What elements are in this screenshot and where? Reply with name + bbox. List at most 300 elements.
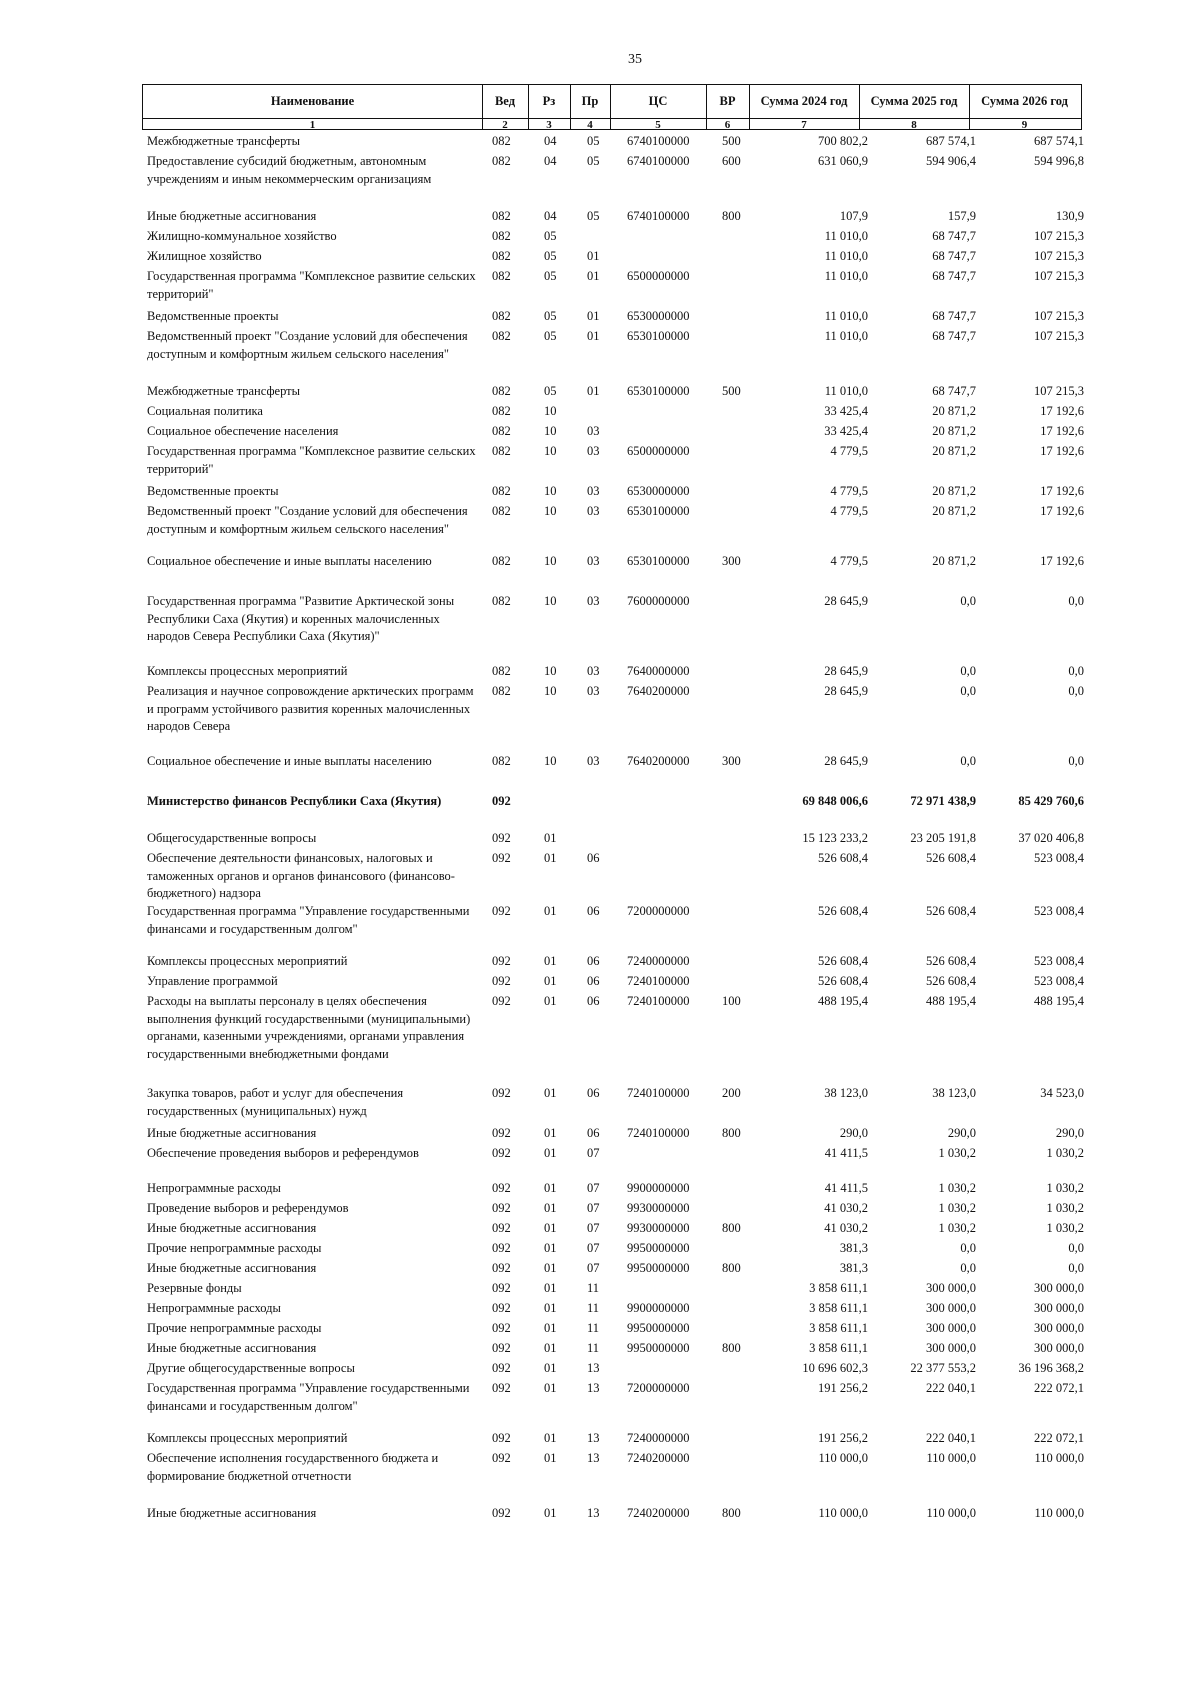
row-ved: 082 [492, 329, 511, 343]
row-sum-2024: 15 123 233,2 [802, 831, 868, 845]
row-sum-2026: 1 030,2 [1046, 1201, 1084, 1215]
header-vr: ВР [719, 94, 736, 108]
row-sum-2026: 110 000,0 [1034, 1506, 1084, 1520]
row-name: Жилищно-коммунальное хозяйство [147, 229, 337, 243]
row-sum-2026: 523 008,4 [1034, 974, 1084, 988]
row-ved: 082 [492, 504, 511, 518]
row-pr: 13 [587, 1431, 600, 1445]
row-sum-2026: 107 215,3 [1034, 384, 1084, 398]
row-ved: 092 [492, 1201, 511, 1215]
row-rz: 01 [544, 1281, 557, 1295]
row-name: Государственная программа "Управление государственными финансами и государственным долгом" [147, 904, 470, 936]
row-rz: 01 [544, 1241, 557, 1255]
row-sum-2024: 526 608,4 [818, 974, 868, 988]
row-sum-2025: 68 747,7 [932, 329, 976, 343]
row-name: Ведомственные проекты [147, 309, 279, 323]
row-ved: 092 [492, 1221, 511, 1235]
row-cs: 9950000000 [627, 1321, 690, 1335]
row-sum-2024: 11 010,0 [824, 384, 868, 398]
row-name: Прочие непрограммные расходы [147, 1241, 322, 1255]
row-rz: 01 [544, 1146, 557, 1160]
row-cs: 6530100000 [627, 504, 690, 518]
row-rz: 01 [544, 1181, 557, 1195]
row-pr: 06 [587, 851, 600, 865]
header-name: Наименование [270, 94, 355, 108]
row-sum-2024: 526 608,4 [818, 904, 868, 918]
row-vr: 500 [722, 134, 741, 148]
header-num-5: 5 [655, 119, 661, 131]
row-cs: 6500000000 [627, 444, 690, 458]
row-cs: 6740100000 [627, 134, 690, 148]
row-sum-2024: 33 425,4 [824, 424, 868, 438]
row-ved: 082 [492, 249, 511, 263]
row-rz: 01 [544, 1321, 557, 1335]
row-cs: 7200000000 [627, 904, 690, 918]
row-pr: 01 [587, 329, 600, 343]
row-sum-2026: 0,0 [1068, 594, 1084, 608]
row-ved: 092 [492, 794, 511, 808]
row-sum-2024: 38 123,0 [824, 1086, 868, 1100]
row-rz: 05 [544, 229, 557, 243]
row-name: Комплексы процессных мероприятий [147, 954, 348, 968]
row-ved: 092 [492, 831, 511, 845]
row-name: Жилищное хозяйство [147, 249, 262, 263]
row-sum-2025: 68 747,7 [932, 384, 976, 398]
page-number: 35 [628, 52, 642, 67]
row-sum-2024: 191 256,2 [818, 1431, 868, 1445]
row-ved: 092 [492, 1261, 511, 1275]
row-sum-2025: 20 871,2 [932, 424, 976, 438]
row-name: Обеспечение исполнения государственного бюджета и формирование бюджетной отчетности [147, 1451, 439, 1483]
row-sum-2024: 11 010,0 [824, 329, 868, 343]
row-ved: 092 [492, 1451, 511, 1465]
row-ved: 082 [492, 754, 511, 768]
row-sum-2025: 0,0 [960, 664, 976, 678]
row-name: Ведомственный проект "Создание условий для обеспечения доступным и комфортным жильем сельского населения" [147, 504, 468, 536]
row-sum-2025: 300 000,0 [926, 1341, 976, 1355]
row-ved: 082 [492, 154, 511, 168]
row-ved: 082 [492, 384, 511, 398]
row-ved: 082 [492, 229, 511, 243]
row-sum-2025: 0,0 [960, 1241, 976, 1255]
row-name: Иные бюджетные ассигнования [147, 209, 317, 223]
row-pr: 13 [587, 1506, 600, 1520]
row-ved: 092 [492, 851, 511, 865]
header-num-9: 9 [1021, 119, 1028, 131]
row-ved: 082 [492, 404, 511, 418]
row-sum-2024: 700 802,2 [818, 134, 868, 148]
row-cs: 7240000000 [627, 954, 690, 968]
row-sum-2026: 523 008,4 [1034, 904, 1084, 918]
row-pr: 06 [587, 904, 600, 918]
row-name: Ведомственный проект "Создание условий для обеспечения доступным и комфортным жильем сельского населения" [147, 329, 468, 361]
row-sum-2024: 3 858 611,1 [809, 1281, 868, 1295]
row-sum-2025: 23 205 191,8 [910, 831, 976, 845]
row-rz: 01 [544, 1381, 557, 1395]
row-pr: 13 [587, 1361, 600, 1375]
row-name: Расходы на выплаты персоналу в целях обеспечения выполнения функций государственными (муниципальными) органами, казенными учреждениями, органами управления государственными внебюджетными фондами [147, 994, 471, 1061]
row-sum-2024: 110 000,0 [818, 1451, 868, 1465]
row-rz: 01 [544, 1261, 557, 1275]
row-pr: 05 [587, 154, 600, 168]
row-sum-2026: 222 072,1 [1034, 1381, 1084, 1395]
row-sum-2025: 20 871,2 [932, 554, 976, 568]
row-sum-2025: 300 000,0 [926, 1301, 976, 1315]
header-rz: Рз [542, 94, 556, 108]
row-vr: 800 [722, 209, 741, 223]
row-sum-2026: 34 523,0 [1040, 1086, 1084, 1100]
row-sum-2026: 17 192,6 [1040, 504, 1084, 518]
row-ved: 082 [492, 134, 511, 148]
row-ved: 082 [492, 209, 511, 223]
row-sum-2026: 107 215,3 [1034, 249, 1084, 263]
row-sum-2025: 20 871,2 [932, 404, 976, 418]
row-name: Непрограммные расходы [147, 1301, 281, 1315]
row-vr: 300 [722, 754, 741, 768]
row-sum-2025: 1 030,2 [938, 1201, 976, 1215]
row-sum-2024: 381,3 [839, 1261, 868, 1275]
header-ved: Вед [494, 94, 516, 108]
row-sum-2024: 4 779,5 [830, 504, 868, 518]
header-sum-2024: Сумма 2024 год [760, 94, 848, 108]
row-name: Государственная программа "Развитие Арктической зоны Республики Саха (Якутия) и коренных малочисленных народов Севера Республики Саха (Якутия)" [147, 594, 455, 643]
row-rz: 10 [544, 554, 557, 568]
row-sum-2024: 4 779,5 [830, 484, 868, 498]
row-cs: 9950000000 [627, 1341, 690, 1355]
row-sum-2026: 523 008,4 [1034, 954, 1084, 968]
row-rz: 10 [544, 664, 557, 678]
row-name: Обеспечение деятельности финансовых, налоговых и таможенных органов и органов финансового (финансово-бюджетного) надзора [147, 851, 455, 900]
row-sum-2025: 22 377 553,2 [910, 1361, 976, 1375]
row-sum-2024: 4 779,5 [830, 554, 868, 568]
row-name: Государственная программа "Комплексное развитие сельских территорий" [147, 269, 476, 301]
row-pr: 06 [587, 974, 600, 988]
row-sum-2024: 107,9 [839, 209, 868, 223]
row-pr: 11 [587, 1281, 600, 1295]
row-ved: 092 [492, 904, 511, 918]
row-pr: 03 [587, 754, 600, 768]
row-sum-2024: 28 645,9 [824, 754, 868, 768]
row-ved: 082 [492, 269, 511, 283]
row-sum-2025: 594 906,4 [926, 154, 976, 168]
row-ved: 082 [492, 664, 511, 678]
row-pr: 03 [587, 504, 600, 518]
row-sum-2024: 526 608,4 [818, 851, 868, 865]
row-rz: 10 [544, 594, 557, 608]
row-name: Комплексы процессных мероприятий [147, 1431, 348, 1445]
row-sum-2025: 300 000,0 [926, 1281, 976, 1295]
row-cs: 7240000000 [627, 1431, 690, 1445]
row-cs: 7240200000 [627, 1506, 690, 1520]
row-sum-2024: 11 010,0 [824, 269, 868, 283]
row-ved: 092 [492, 1181, 511, 1195]
row-rz: 10 [544, 424, 557, 438]
row-name: Социальное обеспечение и иные выплаты населению [147, 754, 432, 768]
row-cs: 6500000000 [627, 269, 690, 283]
row-rz: 10 [544, 754, 557, 768]
row-sum-2026: 300 000,0 [1034, 1301, 1084, 1315]
row-pr: 01 [587, 384, 600, 398]
row-sum-2025: 20 871,2 [932, 444, 976, 458]
row-rz: 01 [544, 1221, 557, 1235]
row-sum-2025: 110 000,0 [926, 1506, 976, 1520]
row-rz: 10 [544, 504, 557, 518]
row-sum-2024: 3 858 611,1 [809, 1301, 868, 1315]
row-name: Межбюджетные трансферты [147, 134, 301, 148]
row-rz: 10 [544, 484, 557, 498]
row-sum-2025: 68 747,7 [932, 229, 976, 243]
row-sum-2026: 0,0 [1068, 1241, 1084, 1255]
row-sum-2024: 381,3 [839, 1241, 868, 1255]
row-ved: 092 [492, 1381, 511, 1395]
row-sum-2026: 523 008,4 [1034, 851, 1084, 865]
row-rz: 01 [544, 1451, 557, 1465]
row-rz: 05 [544, 309, 557, 323]
row-sum-2025: 68 747,7 [932, 249, 976, 263]
row-sum-2024: 28 645,9 [824, 594, 868, 608]
row-name: Межбюджетные трансферты [147, 384, 301, 398]
row-ved: 092 [492, 1321, 511, 1335]
header-pr: Пр [581, 94, 599, 108]
row-name: Закупка товаров, работ и услуг для обеспечения государственных (муниципальных) нужд [147, 1086, 404, 1118]
row-sum-2025: 1 030,2 [938, 1221, 976, 1235]
row-ved: 082 [492, 424, 511, 438]
row-name: Обеспечение проведения выборов и референдумов [147, 1146, 419, 1160]
row-pr: 11 [587, 1341, 600, 1355]
row-pr: 06 [587, 994, 600, 1008]
row-ved: 082 [492, 444, 511, 458]
row-pr: 05 [587, 209, 600, 223]
row-sum-2025: 1 030,2 [938, 1181, 976, 1195]
row-name: Социальное обеспечение населения [147, 424, 339, 438]
row-sum-2026: 300 000,0 [1034, 1341, 1084, 1355]
row-sum-2026: 1 030,2 [1046, 1146, 1084, 1160]
row-pr: 03 [587, 594, 600, 608]
row-sum-2024: 11 010,0 [824, 249, 868, 263]
header-num-8: 8 [911, 119, 917, 131]
row-sum-2026: 0,0 [1068, 684, 1084, 698]
row-rz: 01 [544, 1506, 557, 1520]
row-name: Управление программой [147, 974, 278, 988]
row-sum-2026: 17 192,6 [1040, 444, 1084, 458]
row-sum-2024: 11 010,0 [824, 309, 868, 323]
row-vr: 800 [722, 1506, 741, 1520]
row-name: Проведение выборов и референдумов [147, 1201, 349, 1215]
row-rz: 05 [544, 329, 557, 343]
row-sum-2026: 300 000,0 [1034, 1321, 1084, 1335]
row-cs: 6530000000 [627, 484, 690, 498]
row-rz: 01 [544, 831, 557, 845]
row-vr: 100 [722, 994, 741, 1008]
row-sum-2025: 110 000,0 [926, 1451, 976, 1465]
row-sum-2024: 69 848 006,6 [802, 794, 868, 808]
row-ved: 092 [492, 954, 511, 968]
row-name: Реализация и научное сопровождение арктических программ и программ устойчивого развития коренных малочисленных народов Севера [147, 684, 474, 733]
row-cs: 7200000000 [627, 1381, 690, 1395]
row-sum-2025: 488 195,4 [926, 994, 976, 1008]
row-cs: 7600000000 [627, 594, 690, 608]
row-sum-2026: 17 192,6 [1040, 554, 1084, 568]
row-name: Государственная программа "Комплексное развитие сельских территорий" [147, 444, 476, 476]
row-ved: 082 [492, 594, 511, 608]
row-rz: 01 [544, 1361, 557, 1375]
row-sum-2024: 110 000,0 [818, 1506, 868, 1520]
row-cs: 9930000000 [627, 1201, 690, 1215]
row-rz: 04 [544, 134, 557, 148]
row-sum-2024: 488 195,4 [818, 994, 868, 1008]
row-rz: 10 [544, 404, 557, 418]
row-ved: 092 [492, 1431, 511, 1445]
row-ved: 082 [492, 684, 511, 698]
header-cs: ЦС [648, 94, 668, 108]
row-pr: 03 [587, 554, 600, 568]
row-sum-2024: 191 256,2 [818, 1381, 868, 1395]
row-name: Иные бюджетные ассигнования [147, 1341, 317, 1355]
row-sum-2025: 20 871,2 [932, 484, 976, 498]
row-cs: 6530100000 [627, 384, 690, 398]
row-cs: 7240100000 [627, 994, 690, 1008]
row-sum-2024: 28 645,9 [824, 664, 868, 678]
header-sum-2025: Сумма 2025 год [870, 94, 958, 108]
row-cs: 7640200000 [627, 754, 690, 768]
row-sum-2026: 85 429 760,6 [1018, 794, 1084, 808]
row-pr: 07 [587, 1146, 600, 1160]
row-pr: 06 [587, 954, 600, 968]
row-cs: 6740100000 [627, 154, 690, 168]
row-ved: 082 [492, 484, 511, 498]
row-sum-2026: 17 192,6 [1040, 424, 1084, 438]
row-name: Государственная программа "Управление государственными финансами и государственным долгом" [147, 1381, 470, 1413]
row-pr: 03 [587, 684, 600, 698]
row-pr: 01 [587, 249, 600, 263]
row-pr: 13 [587, 1381, 600, 1395]
row-sum-2025: 157,9 [947, 209, 976, 223]
row-ved: 092 [492, 1361, 511, 1375]
row-sum-2024: 290,0 [839, 1126, 868, 1140]
row-sum-2025: 290,0 [947, 1126, 976, 1140]
row-pr: 07 [587, 1201, 600, 1215]
row-pr: 11 [587, 1301, 600, 1315]
header-num-2: 2 [502, 119, 508, 131]
row-cs: 6530100000 [627, 329, 690, 343]
row-cs: 9950000000 [627, 1261, 690, 1275]
row-vr: 500 [722, 384, 741, 398]
row-rz: 10 [544, 444, 557, 458]
row-ved: 092 [492, 1126, 511, 1140]
row-sum-2024: 631 060,9 [818, 154, 868, 168]
row-sum-2025: 222 040,1 [926, 1431, 976, 1445]
header-num-1: 1 [309, 119, 316, 131]
header-num-7: 7 [801, 119, 807, 131]
row-rz: 04 [544, 209, 557, 223]
row-ved: 092 [492, 1506, 511, 1520]
row-pr: 06 [587, 1086, 600, 1100]
row-name: Резервные фонды [147, 1281, 242, 1295]
row-sum-2025: 20 871,2 [932, 504, 976, 518]
row-sum-2025: 526 608,4 [926, 954, 976, 968]
row-sum-2025: 0,0 [960, 754, 976, 768]
row-vr: 800 [722, 1341, 741, 1355]
row-ved: 092 [492, 994, 511, 1008]
row-rz: 01 [544, 1341, 557, 1355]
row-pr: 07 [587, 1261, 600, 1275]
row-cs: 9950000000 [627, 1241, 690, 1255]
row-sum-2025: 1 030,2 [938, 1146, 976, 1160]
row-sum-2026: 36 196 368,2 [1018, 1361, 1084, 1375]
row-ved: 082 [492, 554, 511, 568]
row-cs: 7240100000 [627, 974, 690, 988]
row-rz: 01 [544, 1431, 557, 1445]
row-vr: 200 [722, 1086, 741, 1100]
row-sum-2024: 41 030,2 [824, 1201, 868, 1215]
row-sum-2024: 41 030,2 [824, 1221, 868, 1235]
row-rz: 01 [544, 1201, 557, 1215]
row-cs: 7640000000 [627, 664, 690, 678]
row-sum-2024: 41 411,5 [824, 1181, 868, 1195]
row-sum-2024: 33 425,4 [824, 404, 868, 418]
row-name: Министерство финансов Республики Саха (Якутия) [147, 794, 442, 808]
row-rz: 01 [544, 954, 557, 968]
row-ved: 092 [492, 1146, 511, 1160]
row-rz: 10 [544, 684, 557, 698]
row-pr: 01 [587, 269, 600, 283]
row-sum-2025: 526 608,4 [926, 974, 976, 988]
row-name: Социальное обеспечение и иные выплаты населению [147, 554, 432, 568]
header-sum-2026: Сумма 2026 год [981, 94, 1068, 108]
row-rz: 01 [544, 904, 557, 918]
row-sum-2024: 41 411,5 [824, 1146, 868, 1160]
row-sum-2024: 526 608,4 [818, 954, 868, 968]
row-sum-2026: 1 030,2 [1046, 1181, 1084, 1195]
row-cs: 7240100000 [627, 1126, 690, 1140]
row-ved: 092 [492, 1086, 511, 1100]
row-rz: 01 [544, 1126, 557, 1140]
row-pr: 06 [587, 1126, 600, 1140]
row-rz: 01 [544, 851, 557, 865]
row-vr: 800 [722, 1261, 741, 1275]
row-pr: 03 [587, 484, 600, 498]
row-cs: 9900000000 [627, 1181, 690, 1195]
row-vr: 800 [722, 1221, 741, 1235]
row-rz: 01 [544, 974, 557, 988]
row-ved: 092 [492, 1281, 511, 1295]
row-ved: 092 [492, 1241, 511, 1255]
row-pr: 07 [587, 1221, 600, 1235]
row-sum-2025: 68 747,7 [932, 309, 976, 323]
row-sum-2024: 10 696 602,3 [802, 1361, 868, 1375]
row-sum-2026: 290,0 [1055, 1126, 1084, 1140]
row-name: Предоставление субсидий бюджетным, автономным учреждениям и иным некоммерческим организациям [147, 154, 432, 186]
row-sum-2026: 130,9 [1055, 209, 1084, 223]
row-name: Иные бюджетные ассигнования [147, 1261, 317, 1275]
row-sum-2025: 0,0 [960, 594, 976, 608]
row-cs: 7240200000 [627, 1451, 690, 1465]
row-name: Комплексы процессных мероприятий [147, 664, 348, 678]
row-sum-2026: 110 000,0 [1034, 1451, 1084, 1465]
row-rz: 01 [544, 1301, 557, 1315]
row-sum-2026: 0,0 [1068, 754, 1084, 768]
header-num-4: 4 [587, 119, 593, 131]
row-sum-2026: 300 000,0 [1034, 1281, 1084, 1295]
row-pr: 03 [587, 444, 600, 458]
row-cs: 9930000000 [627, 1221, 690, 1235]
row-pr: 01 [587, 309, 600, 323]
row-sum-2026: 1 030,2 [1046, 1221, 1084, 1235]
row-ved: 092 [492, 974, 511, 988]
row-pr: 05 [587, 134, 600, 148]
row-sum-2025: 72 971 438,9 [910, 794, 976, 808]
row-vr: 600 [722, 154, 741, 168]
